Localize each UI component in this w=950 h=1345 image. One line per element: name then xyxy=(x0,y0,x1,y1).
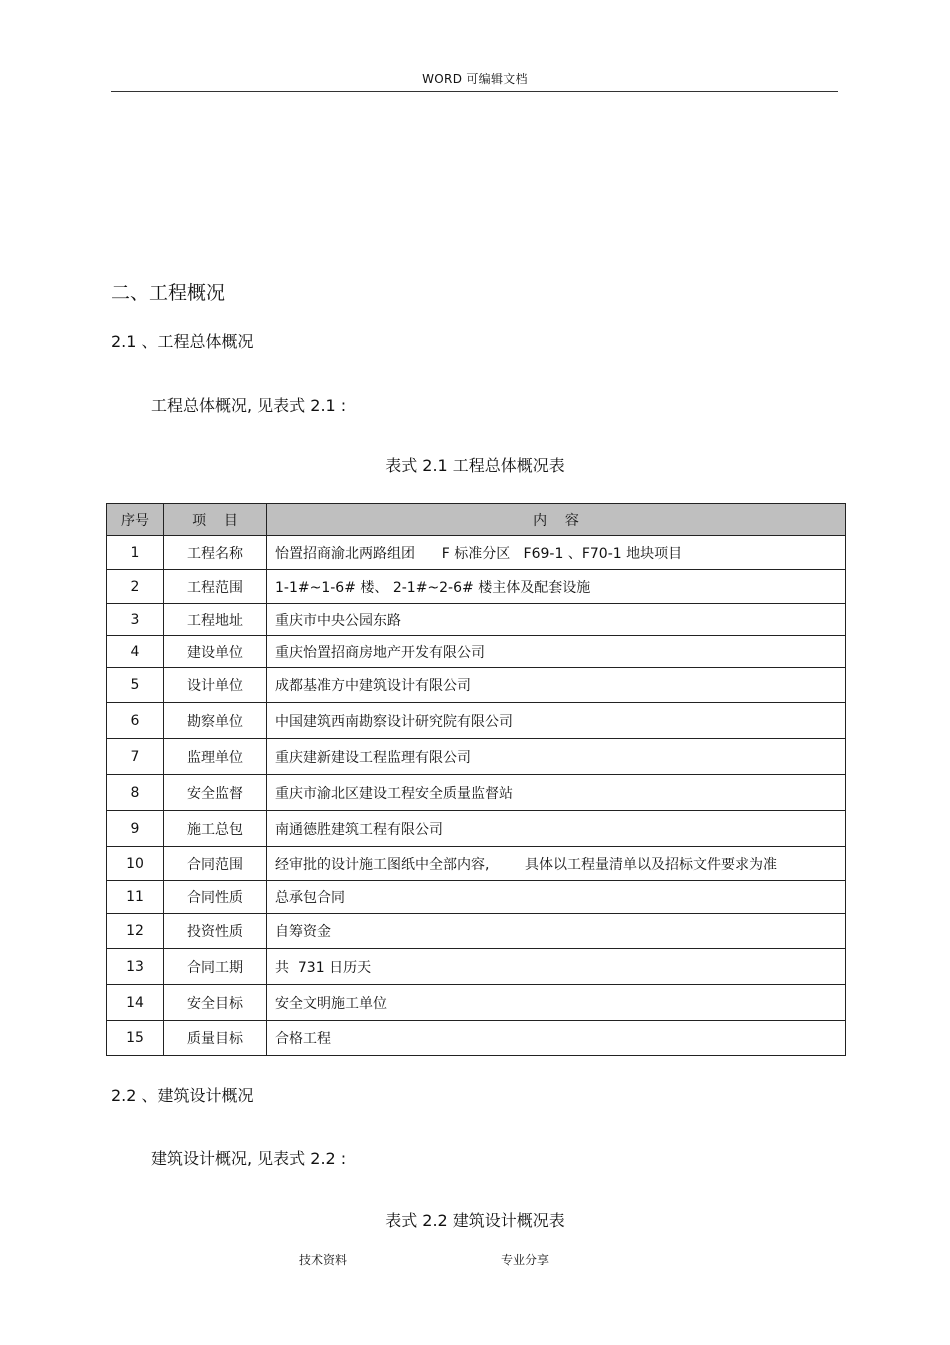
table-row xyxy=(107,847,846,881)
header-no: 序号 xyxy=(107,504,164,536)
row-content: 共 731 日历天 xyxy=(267,949,846,985)
row-number: 5 xyxy=(107,668,164,703)
row-content: 重庆怡置招商房地产开发有限公司 xyxy=(267,636,846,668)
row-number: 2 xyxy=(107,570,164,604)
header-item: 项 目 xyxy=(164,504,267,536)
row-number: 14 xyxy=(107,985,164,1021)
page-header-text: WORD 可编辑文档 xyxy=(422,72,528,86)
row-item: 合同范围 xyxy=(164,847,267,881)
table-row xyxy=(107,703,846,739)
row-number: 3 xyxy=(107,604,164,636)
table-row xyxy=(107,914,846,949)
footer-right: 专业分享 xyxy=(501,1253,550,1267)
row-content: 1-1#~1-6# 楼、 2-1#~2-6# 楼主体及配套设施 xyxy=(267,570,846,604)
table-row xyxy=(107,985,846,1021)
paragraph-2-1: 工程总体概况, 见表式 2.1 : xyxy=(151,396,347,415)
row-number: 9 xyxy=(107,811,164,847)
table-row xyxy=(107,636,846,668)
row-content: 经审批的设计施工图纸中全部内容, 具体以工程量清单以及招标文件要求为准 xyxy=(267,847,846,881)
table-caption-2-1: 表式 2.1 工程总体概况表 xyxy=(385,456,565,475)
row-content: 重庆市渝北区建设工程安全质量监督站 xyxy=(267,775,846,811)
row-content: 怡置招商渝北两路组团 F 标准分区 F69-1 、F70-1 地块项目 xyxy=(267,536,846,570)
project-overview-table xyxy=(106,503,846,1056)
section-title: 二、工程概况 xyxy=(111,282,226,304)
row-item: 合同性质 xyxy=(164,881,267,914)
row-item: 质量目标 xyxy=(164,1021,267,1056)
table-row xyxy=(107,536,846,570)
header-rule xyxy=(111,91,838,92)
table-row xyxy=(107,1021,846,1056)
row-number: 8 xyxy=(107,775,164,811)
row-item: 安全目标 xyxy=(164,985,267,1021)
row-content: 自筹资金 xyxy=(267,914,846,949)
row-item: 勘察单位 xyxy=(164,703,267,739)
table-row xyxy=(107,881,846,914)
table-caption-2-2: 表式 2.2 建筑设计概况表 xyxy=(385,1211,565,1230)
row-content: 成都基准方中建筑设计有限公司 xyxy=(267,668,846,703)
table-row xyxy=(107,811,846,847)
table-row xyxy=(107,949,846,985)
table-row xyxy=(107,739,846,775)
row-item: 安全监督 xyxy=(164,775,267,811)
row-item: 建设单位 xyxy=(164,636,267,668)
row-number: 13 xyxy=(107,949,164,985)
table-header-row xyxy=(107,504,846,536)
row-item: 设计单位 xyxy=(164,668,267,703)
row-content: 南通德胜建筑工程有限公司 xyxy=(267,811,846,847)
row-content: 安全文明施工单位 xyxy=(267,985,846,1021)
table-row xyxy=(107,570,846,604)
row-content: 合格工程 xyxy=(267,1021,846,1056)
table-row xyxy=(107,775,846,811)
row-content: 总承包合同 xyxy=(267,881,846,914)
paragraph-2-2: 建筑设计概况, 见表式 2.2 : xyxy=(151,1149,347,1168)
header-content: 内 容 xyxy=(267,504,846,536)
row-item: 工程地址 xyxy=(164,604,267,636)
row-content: 重庆建新建设工程监理有限公司 xyxy=(267,739,846,775)
footer-left: 技术资料 xyxy=(299,1253,348,1267)
subsection-title-2-1: 2.1 、工程总体概况 xyxy=(111,332,254,351)
row-item: 施工总包 xyxy=(164,811,267,847)
row-number: 12 xyxy=(107,914,164,949)
row-number: 4 xyxy=(107,636,164,668)
row-number: 10 xyxy=(107,847,164,881)
table-row xyxy=(107,604,846,636)
table-row xyxy=(107,668,846,703)
row-number: 6 xyxy=(107,703,164,739)
row-item: 工程范围 xyxy=(164,570,267,604)
row-item: 合同工期 xyxy=(164,949,267,985)
row-number: 7 xyxy=(107,739,164,775)
row-content: 中国建筑西南勘察设计研究院有限公司 xyxy=(267,703,846,739)
row-item: 投资性质 xyxy=(164,914,267,949)
row-number: 1 xyxy=(107,536,164,570)
subsection-title-2-2: 2.2 、建筑设计概况 xyxy=(111,1086,254,1105)
row-item: 工程名称 xyxy=(164,536,267,570)
row-item: 监理单位 xyxy=(164,739,267,775)
row-content: 重庆市中央公园东路 xyxy=(267,604,846,636)
row-number: 11 xyxy=(107,881,164,914)
row-number: 15 xyxy=(107,1021,164,1056)
